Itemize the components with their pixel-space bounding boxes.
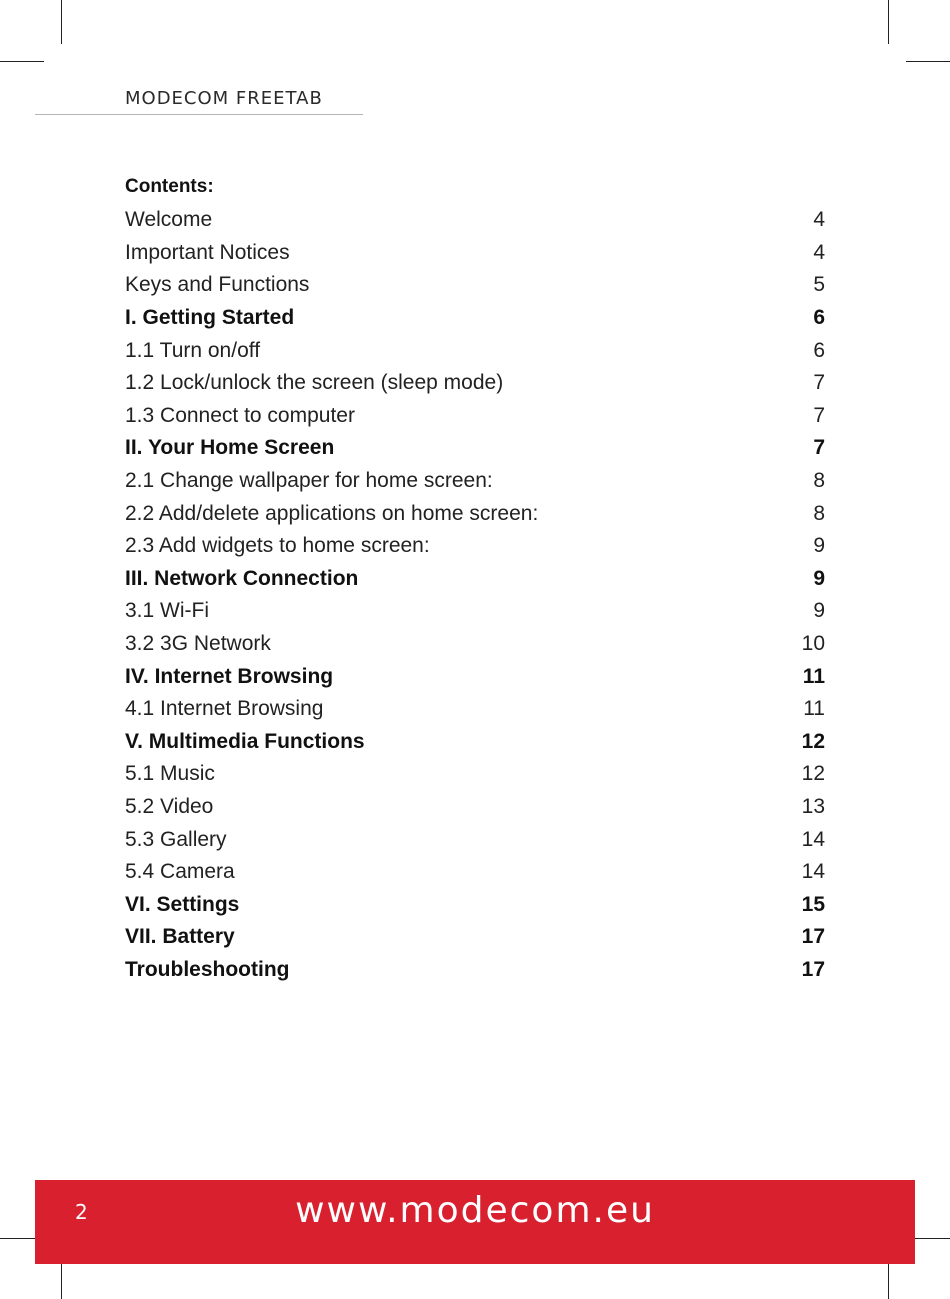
crop-mark [906, 61, 950, 62]
toc-entry-page: 12 [801, 729, 825, 753]
toc-entry-page: 17 [801, 925, 825, 949]
toc-entry-page: 14 [801, 860, 825, 884]
toc-entry-page: 9 [813, 566, 825, 590]
crop-mark [0, 61, 44, 62]
toc-entry[interactable] [125, 465, 825, 498]
toc-entry-label: 4.1 Internet Browsing [125, 697, 324, 721]
toc-entry[interactable] [125, 595, 825, 628]
toc-entry-label: 5.1 Music [125, 762, 215, 786]
toc-entry[interactable] [125, 726, 825, 759]
toc-entry-page: 11 [803, 697, 825, 721]
toc-entry[interactable] [125, 367, 825, 400]
toc-entry-page: 7 [813, 436, 825, 460]
toc-entry-label: 5.2 Video [125, 794, 214, 818]
toc-entry-label: 5.3 Gallery [125, 827, 227, 851]
crop-mark [888, 0, 889, 44]
toc-entry-label: 1.1 Turn on/off [125, 338, 261, 362]
header-title: MODECOM FREETAB [125, 88, 323, 109]
toc-entry-label: 1.3 Connect to computer [125, 403, 355, 427]
crop-mark [61, 0, 62, 44]
toc-entry-label: 3.1 Wi-Fi [125, 599, 209, 623]
toc-entry-label: IV. Internet Browsing [125, 664, 334, 688]
toc-entry-page: 12 [801, 762, 825, 786]
toc-entry[interactable] [125, 823, 825, 856]
toc-entry-label: 1.2 Lock/unlock the screen (sleep mode) [125, 371, 504, 395]
toc-entry-page: 4 [813, 208, 825, 232]
toc-entry-label: 2.2 Add/delete applications on home screen: [125, 501, 539, 525]
toc-entry-page: 8 [813, 469, 825, 493]
page-number: 2 [75, 1200, 88, 1224]
toc-entry-label: V. Multimedia Functions [125, 729, 365, 753]
toc-entry[interactable] [125, 432, 825, 465]
toc-entry[interactable] [125, 400, 825, 433]
toc-entry-page: 5 [813, 273, 825, 297]
toc-entry-label: 5.4 Camera [125, 860, 235, 884]
toc-entry-page: 6 [813, 306, 825, 330]
toc-entry-page: 15 [801, 892, 825, 916]
toc-entry-page: 7 [813, 403, 825, 427]
toc-entry[interactable] [125, 791, 825, 824]
toc-entry-label: I. Getting Started [125, 306, 295, 330]
toc-entry-label: Keys and Functions [125, 273, 310, 297]
toc-entry-page: 10 [801, 632, 825, 656]
toc-entry-label: Welcome [125, 208, 213, 232]
toc-entry[interactable] [125, 758, 825, 791]
toc-entry[interactable] [125, 497, 825, 530]
toc-entry-page: 6 [813, 338, 825, 362]
toc-entry-label: 2.3 Add widgets to home screen: [125, 534, 430, 558]
toc-entry[interactable] [125, 856, 825, 889]
toc-entry-label: 3.2 3G Network [125, 632, 271, 656]
toc-entry[interactable] [125, 204, 825, 237]
toc-entry-page: 17 [801, 957, 825, 981]
toc-entry[interactable] [125, 530, 825, 563]
toc-entry-label: Troubleshooting [125, 957, 290, 981]
table-of-contents [125, 204, 825, 986]
toc-entry-page: 4 [813, 240, 825, 264]
toc-entry[interactable] [125, 954, 825, 987]
toc-entry-page: 11 [802, 664, 825, 688]
toc-entry[interactable] [125, 237, 825, 270]
contents-heading: Contents: [125, 176, 214, 197]
toc-entry[interactable] [125, 628, 825, 661]
toc-entry[interactable] [125, 302, 825, 335]
toc-entry-page: 13 [801, 794, 825, 818]
toc-entry-label: Important Notices [125, 240, 290, 264]
toc-entry-label: III. Network Connection [125, 566, 359, 590]
toc-entry[interactable] [125, 660, 825, 693]
toc-entry-page: 14 [801, 827, 825, 851]
footer-bar [35, 1180, 915, 1264]
toc-entry-page: 9 [813, 599, 825, 623]
toc-entry-page: 7 [813, 371, 825, 395]
toc-entry-label: VII. Battery [125, 925, 235, 949]
header-rule [35, 114, 363, 115]
toc-entry[interactable] [125, 888, 825, 921]
toc-entry[interactable] [125, 269, 825, 302]
toc-entry-label: VI. Settings [125, 892, 240, 916]
toc-entry-page: 9 [813, 534, 825, 558]
toc-entry[interactable] [125, 334, 825, 367]
toc-entry[interactable] [125, 921, 825, 954]
toc-entry[interactable] [125, 563, 825, 596]
toc-entry-label: II. Your Home Screen [125, 436, 335, 460]
footer-url[interactable]: www.modecom.eu [295, 1190, 655, 1231]
toc-entry-page: 8 [813, 501, 825, 525]
toc-entry-label: 2.1 Change wallpaper for home screen: [125, 469, 493, 493]
toc-entry[interactable] [125, 693, 825, 726]
